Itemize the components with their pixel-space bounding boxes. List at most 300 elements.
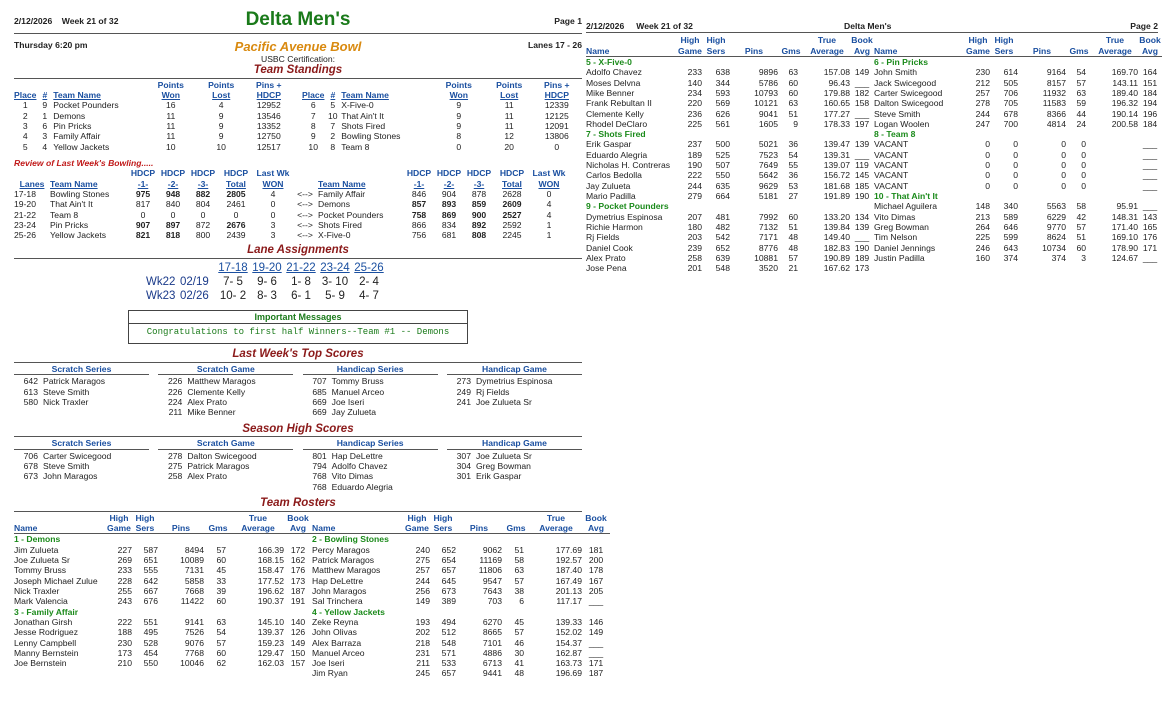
report-date: 2/12/2026 [14, 16, 53, 26]
games: 45 [216, 565, 226, 576]
player-name: Clemente Kelly [586, 108, 644, 119]
place: 8 [310, 121, 316, 132]
high-series: 454 [143, 647, 158, 658]
lane-row [14, 276, 582, 290]
high-series: 626 [715, 108, 730, 119]
high-game: 234 [687, 87, 702, 98]
roster-header [14, 523, 312, 534]
won: 4 [546, 209, 552, 220]
roster-team-name: 2 - Bowling Stones [312, 534, 389, 545]
pins: 5021 [758, 139, 778, 150]
game-score: 866 [411, 219, 427, 230]
pins: 9041 [758, 108, 778, 119]
standings-row [14, 121, 582, 131]
col-points-lost: Lost [212, 90, 231, 101]
player-name: Jay Zulueta [586, 180, 631, 191]
pins: 11583 [1042, 98, 1066, 109]
games: 58 [514, 555, 524, 566]
game-score: 800 [195, 230, 211, 241]
player-name: Tim Nelson [874, 232, 918, 243]
games: 48 [788, 232, 798, 243]
roster-player [586, 253, 874, 263]
pins: 7132 [758, 221, 778, 232]
high-series: 706 [1003, 87, 1018, 98]
high-series: 589 [1003, 211, 1018, 222]
col-avg: Avg [588, 523, 604, 534]
games: 63 [514, 565, 524, 576]
spacer [14, 168, 128, 178]
game-score: 818 [165, 230, 181, 241]
pins: 5563 [1046, 201, 1066, 212]
book-avg: 189 [854, 252, 870, 263]
pins: 11806 [478, 565, 502, 576]
pins: 6229 [1046, 211, 1066, 222]
score-column [158, 438, 293, 492]
score: 278 [167, 450, 183, 461]
col-high: High [968, 35, 988, 46]
spacer [14, 290, 146, 304]
games: 60 [216, 647, 226, 658]
average: 169.70 [1111, 67, 1138, 78]
col-true: True [1105, 35, 1125, 46]
player-name: Vito Dimas [874, 211, 916, 222]
roster-team-name: 5 - X-Five-0 [586, 56, 632, 67]
game-score: 756 [411, 230, 427, 241]
high-game: 0 [985, 149, 990, 160]
high-series: 0 [1013, 170, 1018, 181]
roster-player [874, 78, 1162, 88]
book-avg: 176 [290, 565, 306, 576]
average: 145.10 [257, 616, 284, 627]
score: 707 [312, 376, 327, 387]
pairing: 7- 5 [223, 276, 243, 289]
pins: 10734 [1042, 242, 1066, 253]
col-pins: Pins + [256, 79, 282, 90]
games: 0 [1081, 149, 1086, 160]
team-name: Pocket Pounders [53, 100, 119, 111]
col-pins: Pins [1032, 45, 1052, 56]
pins: 7131 [184, 565, 204, 576]
col-num: # [330, 90, 336, 101]
average: 139.37 [257, 627, 284, 638]
score-item [14, 451, 149, 461]
lanes: 25-26 [14, 230, 36, 241]
pairing: 10- 2 [219, 289, 247, 302]
average: 177.52 [257, 575, 284, 586]
place: 2 [22, 110, 28, 121]
won: 4 [270, 188, 276, 199]
roster-player [312, 617, 610, 627]
col-gms: Gms [1069, 45, 1089, 56]
col-points-won: Won [161, 90, 181, 101]
high-game: 190 [687, 160, 702, 171]
place: 5 [22, 141, 28, 152]
high-series: 657 [441, 668, 456, 679]
roster-player [312, 565, 610, 575]
high-game: 203 [687, 232, 702, 243]
col-lanes: Lanes [19, 178, 45, 189]
bowler-name: Greg Bowman [475, 461, 531, 472]
lanes: 19-20 [14, 199, 36, 210]
high-game: 0 [985, 160, 990, 171]
player-name: Joe Bernstein [14, 658, 67, 669]
pairing: 6- 1 [291, 289, 311, 302]
games: 63 [788, 67, 798, 78]
week-label: Week 21 of 32 [61, 16, 119, 26]
game-score: 804 [195, 199, 211, 210]
pins: 8157 [1046, 77, 1066, 88]
game-score: 2609 [502, 199, 522, 210]
player-name: Jose Pena [586, 263, 627, 274]
versus: <--> [297, 188, 313, 199]
roster-player [312, 658, 610, 668]
col-hdcp: HDCP [406, 168, 432, 179]
player-name: Sal Trinchera [312, 596, 363, 607]
p2-week: Week 21 of 32 [636, 21, 693, 31]
player-name: Steve Smith [874, 108, 921, 119]
average: 192.57 [555, 555, 582, 566]
average: 139.31 [823, 149, 850, 160]
roster-team-name: 7 - Shots Fired [586, 129, 646, 140]
game-score: 892 [471, 219, 487, 230]
col-points-lost: Lost [500, 90, 519, 101]
versus: <--> [297, 219, 313, 230]
high-series: 500 [715, 139, 730, 150]
col-sers: Sers [433, 523, 453, 534]
spacer [302, 80, 431, 90]
col-points-won: Points [157, 79, 184, 90]
points-lost: 9 [218, 131, 224, 142]
game-score: 2628 [502, 188, 522, 199]
bowler-name: Alex Prato [187, 397, 227, 407]
score-item [303, 451, 438, 461]
col-gms: Gms [781, 45, 801, 56]
roster-header [14, 513, 312, 523]
high-game: 237 [687, 139, 702, 150]
player-name: VACANT [874, 170, 909, 181]
games: 57 [514, 575, 524, 586]
roster-player [586, 212, 874, 222]
average: 167.49 [555, 575, 582, 586]
day-time: Thursday 6:20 pm [14, 40, 88, 50]
score: 224 [167, 397, 183, 407]
lanes: 17-18 [14, 188, 36, 199]
roster-player [874, 109, 1162, 119]
book-avg: 157 [290, 658, 306, 669]
game-score: 0 [200, 209, 206, 220]
review-row [14, 199, 582, 209]
high-game: 173 [117, 647, 132, 658]
week-date: 02/26 [180, 289, 209, 302]
book-avg: ___ [854, 149, 870, 160]
high-game: 207 [687, 211, 702, 222]
book-avg: ___ [1142, 160, 1158, 171]
games: 6 [519, 596, 524, 607]
pins: 11932 [1042, 87, 1066, 98]
high-series: 548 [715, 263, 730, 274]
col-pins: Pins [744, 45, 764, 56]
game-score: 821 [135, 230, 151, 241]
high-series: 678 [1003, 108, 1018, 119]
score-column [158, 364, 293, 418]
player-name: Jesse Rodriguez [14, 627, 79, 638]
bowling-center: Pacific Avenue Bowl [234, 39, 362, 54]
score-item [303, 376, 438, 386]
col-team: Team Name [50, 178, 98, 189]
roster-player [586, 232, 874, 242]
score: 211 [168, 407, 183, 418]
game-score: 2461 [226, 199, 246, 210]
high-game: 269 [117, 555, 132, 566]
roster-team-name: 6 - Pin Pricks [874, 56, 928, 67]
pins: 6270 [482, 616, 502, 627]
player-name: Adolfo Chavez [586, 67, 642, 78]
book-avg: 197 [854, 118, 870, 129]
col-high: High [135, 512, 155, 523]
col-pins: HDCP [544, 90, 569, 101]
high-series: 495 [143, 627, 158, 638]
score-category: Scratch Game [158, 364, 293, 375]
high-game: 243 [117, 596, 132, 607]
week: Wk22 [146, 276, 176, 289]
place: 7 [310, 110, 316, 121]
book-avg: 187 [290, 585, 306, 596]
roster-team-name: 3 - Family Affair [14, 606, 79, 617]
roster-player [874, 119, 1162, 129]
col-last-wk: Last Wk [256, 168, 290, 179]
team-name: Family Affair [318, 188, 366, 199]
col-points-lost: Points [208, 79, 235, 90]
place: 3 [22, 121, 28, 132]
high-series: 344 [715, 77, 730, 88]
games: 55 [788, 160, 798, 171]
roster-player [14, 617, 312, 627]
game-score: 0 [233, 209, 239, 220]
high-series: 0 [1013, 160, 1018, 171]
average: 179.88 [823, 87, 850, 98]
high-series: 340 [1003, 201, 1018, 212]
page-2 [586, 0, 1161, 704]
team-name: Pin Pricks [53, 121, 92, 132]
player-name: Dymetrius Espinosa [586, 211, 663, 222]
score: 669 [312, 407, 327, 418]
bowler-name: Carter Swicegood [43, 450, 112, 461]
score: 301 [456, 471, 471, 482]
player-name: Tommy Bruss [14, 565, 67, 576]
high-series: 638 [715, 67, 730, 78]
high-game: 211 [416, 658, 430, 669]
col-avg: Avg [1142, 45, 1158, 56]
roster-player [586, 191, 874, 201]
points-won: 16 [166, 100, 176, 111]
pins-hdcp: 12125 [544, 110, 569, 121]
roster-player [874, 232, 1162, 242]
roster-player [14, 545, 312, 555]
roster-team-name: 4 - Yellow Jackets [312, 606, 385, 617]
game-score: 869 [441, 209, 457, 220]
score: 613 [23, 386, 38, 397]
high-series: 512 [441, 627, 456, 638]
roster-team-name: 1 - Demons [14, 534, 61, 545]
roster-player [312, 648, 610, 658]
col-game: -3- [197, 178, 209, 189]
games: 33 [216, 575, 226, 586]
roster-header [312, 523, 610, 534]
bowler-name: Hap DeLettre [331, 450, 383, 461]
points-lost: 20 [504, 141, 514, 152]
player-name: VACANT [874, 160, 909, 171]
col-book: Book [1139, 35, 1161, 46]
high-game: 189 [687, 149, 702, 160]
team-number: 8 [330, 141, 336, 152]
pins: 11422 [180, 596, 204, 607]
high-game: 275 [415, 555, 430, 566]
roster-player [14, 658, 312, 668]
high-series: 548 [441, 637, 456, 648]
games: 57 [788, 252, 798, 263]
average: 196.69 [555, 668, 582, 679]
player-name: Carter Swicegood [874, 87, 943, 98]
score: 801 [312, 450, 327, 461]
roster-player [874, 139, 1162, 149]
col-avg: Avg [854, 45, 870, 56]
high-game: 236 [687, 108, 702, 119]
bowler-name: Patrick Maragos [43, 376, 106, 387]
pins: 0 [1061, 149, 1066, 160]
team-number: 2 [330, 131, 336, 142]
team-name: Pin Pricks [50, 219, 89, 230]
roster-player [874, 212, 1162, 222]
spacer [14, 262, 216, 276]
won: 3 [270, 219, 276, 230]
roster-player [312, 576, 610, 586]
player-name: Nicholas H. Contreras [586, 160, 671, 171]
spacer [586, 35, 678, 45]
games: 9 [793, 118, 798, 129]
roster-player [874, 67, 1162, 77]
col-average: Average [241, 523, 275, 534]
col-pins: HDCP [256, 90, 281, 101]
last-week-title: Last Week's Top Scores [14, 348, 582, 363]
col-hdcp: HDCP [130, 168, 156, 179]
review-row [14, 210, 582, 220]
high-series: 533 [441, 658, 456, 669]
pins: 3520 [758, 263, 778, 274]
games: 0 [1081, 170, 1086, 181]
average: 152.02 [555, 627, 582, 638]
games: 60 [216, 596, 226, 607]
pins: 6713 [482, 658, 502, 669]
won: 0 [546, 188, 552, 199]
bowler-name: Tommy Bruss [331, 376, 384, 387]
high-game: 230 [117, 637, 132, 648]
roster-player [874, 98, 1162, 108]
score-column [14, 364, 149, 418]
roster-column [312, 513, 610, 679]
high-game: 0 [985, 180, 990, 191]
high-game: 202 [415, 627, 430, 638]
book-avg: 182 [854, 87, 870, 98]
games: 24 [1076, 118, 1086, 129]
average: 200.58 [1111, 118, 1138, 129]
team-name: Family Affair [53, 131, 101, 142]
roster-player [586, 222, 874, 232]
roster-player [312, 545, 610, 555]
bowler-name: Alex Prato [187, 471, 227, 482]
average: 139.47 [823, 139, 850, 150]
review-header [14, 179, 582, 189]
games: 57 [216, 544, 226, 555]
place: 10 [308, 141, 318, 152]
games: 0 [1081, 180, 1086, 191]
average: 190.14 [1111, 108, 1138, 119]
high-series: 0 [1013, 139, 1018, 150]
score: 304 [456, 461, 471, 472]
average: 143.11 [1112, 77, 1138, 88]
points-lost: 9 [218, 110, 224, 121]
week: Wk23 [146, 289, 176, 302]
high-game: 245 [415, 668, 430, 679]
spacer [874, 35, 966, 45]
roster-player [312, 586, 610, 596]
high-game: 180 [687, 221, 702, 232]
roster-player [586, 243, 874, 253]
col-game: Total [226, 178, 246, 189]
score-item [447, 471, 582, 481]
score-category: Handicap Game [447, 364, 582, 375]
average [1092, 160, 1138, 170]
book-avg: ___ [854, 108, 870, 119]
standings-table [14, 80, 582, 152]
col-average: Average [539, 523, 573, 534]
player-name: Hap DeLettre [312, 575, 364, 586]
player-name: Daniel Jennings [874, 242, 936, 253]
high-series: 657 [441, 565, 456, 576]
average: 124.67 [1111, 252, 1138, 263]
games: 54 [788, 149, 798, 160]
versus: <--> [297, 230, 313, 241]
average: 191.89 [823, 191, 850, 201]
bowler-name: Rj Fields [475, 386, 510, 397]
high-game: 257 [975, 87, 990, 98]
game-score: 893 [441, 199, 457, 210]
pins-hdcp: 12091 [544, 121, 569, 132]
score: 226 [167, 386, 183, 397]
high-series: 551 [143, 616, 158, 627]
score: 275 [167, 461, 183, 472]
week-date: 02/19 [180, 276, 209, 289]
high-game: 233 [687, 67, 702, 78]
score-item [158, 397, 293, 407]
col-pins: Pins + [544, 79, 570, 90]
standings-title: Team Standings [14, 64, 582, 79]
book-avg: ___ [588, 647, 604, 658]
games: 51 [788, 108, 798, 119]
player-name: Greg Bowman [874, 221, 929, 232]
book-avg: 172 [290, 544, 306, 555]
score: 768 [312, 471, 327, 482]
high-game: 188 [117, 627, 132, 638]
p2-date: 2/12/2026 [586, 21, 625, 31]
score-item [303, 461, 438, 471]
score-item [14, 471, 149, 481]
spacer [14, 276, 146, 290]
roster-header [874, 35, 1162, 45]
roster-player [14, 565, 312, 575]
high-series: 569 [715, 98, 730, 109]
score: 258 [167, 471, 183, 482]
average: 95.91 [1116, 201, 1138, 212]
